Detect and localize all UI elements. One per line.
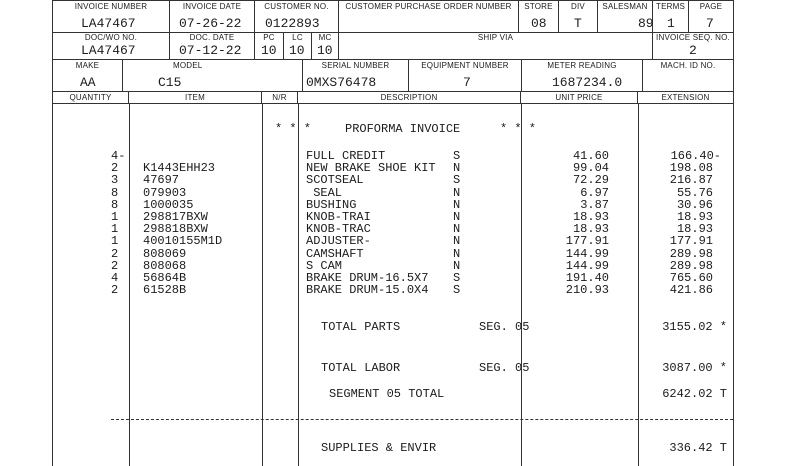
div-cell	[559, 1, 598, 32]
doc-date-cell	[170, 32, 255, 59]
total-parts-label: TOTAL PARTS	[321, 320, 401, 334]
pc-label: PC	[263, 33, 275, 42]
model-label: MODEL	[173, 61, 203, 70]
line-unit-price: 72.29	[572, 173, 609, 188]
line-qty: 2	[111, 161, 119, 176]
total-labor-amount: 3087.00 *	[662, 361, 727, 375]
col-nr-label: N/R	[272, 93, 287, 102]
make-cell	[53, 60, 123, 91]
col-nr	[262, 92, 298, 103]
line-item: 56864B	[143, 271, 187, 285]
line-qty: 2	[111, 283, 119, 298]
mc-label: MC	[318, 33, 332, 42]
customer-no-label: CUSTOMER NO.	[264, 2, 329, 11]
terms-label: TERMS	[656, 2, 685, 11]
lc-value: 10	[289, 43, 305, 58]
lc-cell	[284, 32, 312, 59]
line-nr: S	[453, 149, 461, 163]
line-qty: 2	[111, 258, 119, 273]
line-description: FULL CREDIT	[306, 149, 386, 163]
line-item: 808069	[143, 246, 187, 261]
store-cell	[519, 1, 559, 32]
line-description: KNOB-TRAC	[306, 222, 371, 237]
line-unit-price: 18.93	[572, 210, 609, 224]
col-line-2	[262, 103, 263, 466]
invoice-seq-cell	[653, 32, 733, 59]
line-extension: 289.98	[669, 258, 713, 273]
line-item: 40010155M1D	[143, 234, 223, 249]
col-line-5	[638, 103, 639, 466]
column-header-row	[53, 92, 733, 104]
col-quantity-label: QUANTITY	[69, 93, 112, 102]
invoice-number-value: LA47467	[81, 16, 136, 31]
line-extension: 55.76	[676, 185, 713, 200]
line-nr: S	[453, 283, 461, 298]
serial-number-value: 0MXS76478	[306, 75, 377, 90]
line-item: 47697	[143, 173, 180, 188]
col-extension-label: EXTENSION	[661, 93, 710, 102]
line-qty: 4-	[111, 149, 126, 163]
line-description: ADJUSTER-	[306, 234, 371, 249]
doc-date-value: 07-12-22	[179, 43, 242, 58]
ship-via-cell	[339, 32, 653, 59]
doc-date-label: DOC. DATE	[189, 33, 235, 42]
col-item	[129, 92, 262, 103]
line-description: CAMSHAFT	[306, 246, 364, 261]
line-unit-price: 6.97	[580, 185, 609, 200]
mach-id-label: MACH. ID NO.	[660, 61, 716, 70]
page-label: PAGE	[699, 2, 723, 11]
div-value: T	[574, 16, 582, 31]
banner-left-stars: * * *	[275, 122, 312, 136]
banner-title: PROFORMA INVOICE	[345, 122, 461, 136]
invoice-seq-label: INVOICE SEQ. NO.	[656, 33, 730, 42]
line-unit-price: 99.04	[572, 161, 609, 176]
customer-no-value: 0122893	[265, 16, 320, 31]
line-extension: 198.08	[669, 161, 713, 176]
banner-right-stars: * * *	[500, 122, 537, 136]
header-row-1	[53, 0, 733, 33]
total-parts-seg: SEG. 05	[479, 320, 530, 334]
model-cell	[123, 60, 303, 91]
supplies-label: SUPPLIES & ENVIR	[321, 441, 437, 455]
line-nr: N	[453, 197, 461, 212]
line-nr: N	[453, 222, 461, 237]
line-unit-price: 144.99	[565, 246, 609, 261]
line-unit-price: 18.93	[572, 222, 609, 237]
invoice-date-cell	[170, 1, 255, 32]
line-description: SCOTSEAL	[306, 173, 364, 188]
line-item: 61528B	[143, 283, 187, 298]
customer-po-label: CUSTOMER PURCHASE ORDER NUMBER	[345, 2, 512, 11]
customer-po-cell	[339, 1, 519, 32]
col-unit-price-label: UNIT PRICE	[555, 93, 603, 102]
line-extension: 289.98	[669, 246, 713, 261]
col-line-4	[521, 103, 522, 466]
line-description: SEAL	[306, 185, 343, 200]
terms-cell	[653, 1, 689, 32]
model-value: C15	[158, 75, 182, 90]
segment-total-label: SEGMENT 05 TOTAL	[329, 387, 445, 401]
serial-number-label: SERIAL NUMBER	[321, 61, 390, 70]
line-qty: 1	[111, 210, 119, 224]
col-extension	[638, 92, 733, 103]
line-extension: 30.96	[676, 197, 713, 212]
line-nr: N	[453, 246, 461, 261]
pc-value: 10	[261, 43, 277, 58]
equipment-number-value: 7	[463, 75, 471, 90]
line-extension: 765.60	[669, 271, 713, 285]
page-value: 7	[706, 16, 714, 31]
salesman-cell	[598, 1, 653, 32]
total-labor-label: TOTAL LABOR	[321, 361, 401, 375]
line-description: BRAKE DRUM-16.5X7	[306, 271, 429, 285]
store-label: STORE	[524, 2, 553, 11]
line-item: 298817BXW	[143, 210, 208, 224]
line-qty: 8	[111, 185, 119, 200]
line-item: 298818BXW	[143, 222, 208, 237]
meter-reading-cell	[522, 60, 643, 91]
line-extension: 216.87	[669, 173, 713, 188]
line-unit-price: 210.93	[565, 283, 609, 298]
equipment-number-label: EQUIPMENT NUMBER	[421, 61, 509, 70]
serial-number-cell	[303, 60, 409, 91]
supplies-amount: 336.42 T	[669, 441, 727, 455]
mc-value: 10	[317, 43, 333, 58]
salesman-value: 89	[638, 16, 654, 31]
meter-reading-value: 1687234.0	[552, 75, 623, 90]
line-nr: S	[453, 271, 461, 285]
line-unit-price: 191.40	[565, 271, 609, 285]
terms-value: 1	[667, 16, 675, 31]
line-qty: 1	[111, 234, 119, 249]
col-item-label: ITEM	[185, 93, 205, 102]
mc-cell	[312, 32, 339, 59]
store-value: 08	[531, 16, 547, 31]
line-nr: N	[453, 234, 461, 249]
line-nr: N	[453, 258, 461, 273]
line-nr: N	[453, 210, 461, 224]
salesman-label: SALESMAN	[602, 2, 648, 11]
doc-wo-value: LA47467	[81, 43, 136, 58]
line-qty: 3	[111, 173, 119, 188]
ship-via-label: SHIP VIA	[477, 33, 514, 42]
div-label: DIV	[571, 2, 585, 11]
equipment-number-cell	[409, 60, 522, 91]
header-row-3	[53, 60, 733, 92]
segment-total-amount: 6242.02 T	[662, 387, 727, 401]
line-item: 808068	[143, 258, 187, 273]
invoice-form	[52, 0, 734, 466]
col-unit-price	[521, 92, 638, 103]
invoice-number-label: INVOICE NUMBER	[74, 2, 148, 11]
col-description	[298, 92, 521, 103]
doc-wo-label: DOC/WO NO.	[84, 33, 138, 42]
make-label: MAKE	[75, 61, 100, 70]
line-qty: 8	[111, 197, 119, 212]
customer-no-cell	[255, 1, 339, 32]
make-value: AA	[80, 75, 96, 90]
pc-cell	[255, 32, 284, 59]
invoice-date-label: INVOICE DATE	[182, 2, 242, 11]
line-extension: 18.93	[676, 210, 713, 224]
line-extension: 421.86	[669, 283, 713, 298]
page-cell	[689, 1, 733, 32]
line-nr: N	[453, 185, 461, 200]
line-unit-price: 177.91	[565, 234, 609, 249]
line-unit-price: 41.60	[572, 149, 609, 163]
mach-id-cell	[643, 60, 733, 91]
total-parts-amount: 3155.02 *	[662, 320, 727, 334]
line-item: 079903	[143, 185, 187, 200]
line-item: 1000035	[143, 197, 194, 212]
col-line-1	[129, 103, 130, 466]
line-description: BUSHING	[306, 197, 357, 212]
dashed-separator	[111, 419, 733, 420]
line-nr: N	[453, 161, 461, 176]
line-extension: 177.91	[669, 234, 713, 249]
meter-reading-label: METER READING	[547, 61, 617, 70]
line-description: NEW BRAKE SHOE KIT	[306, 161, 436, 176]
line-unit-price: 3.87	[580, 197, 609, 212]
line-qty: 2	[111, 246, 119, 261]
invoice-date-value: 07-26-22	[179, 16, 242, 31]
line-qty: 4	[111, 271, 119, 285]
line-description: S CAM	[306, 258, 343, 273]
line-extension: 18.93	[676, 222, 713, 237]
lc-label: LC	[292, 33, 303, 42]
col-description-label: DESCRIPTION	[380, 93, 438, 102]
line-unit-price: 144.99	[565, 258, 609, 273]
col-line-3	[298, 103, 299, 466]
line-item: K1443EHH23	[143, 161, 216, 176]
line-extension: 166.40-	[670, 149, 721, 163]
line-qty: 1	[111, 222, 119, 237]
invoice-number-cell	[53, 1, 170, 32]
line-nr: S	[453, 173, 461, 188]
line-description: BRAKE DRUM-15.0X4	[306, 283, 429, 298]
doc-wo-cell	[53, 32, 170, 59]
line-description: KNOB-TRAI	[306, 210, 371, 224]
total-labor-seg: SEG. 05	[479, 361, 530, 375]
invoice-seq-value: 2	[689, 43, 697, 58]
col-quantity	[53, 92, 129, 103]
header-row-2	[53, 32, 733, 60]
